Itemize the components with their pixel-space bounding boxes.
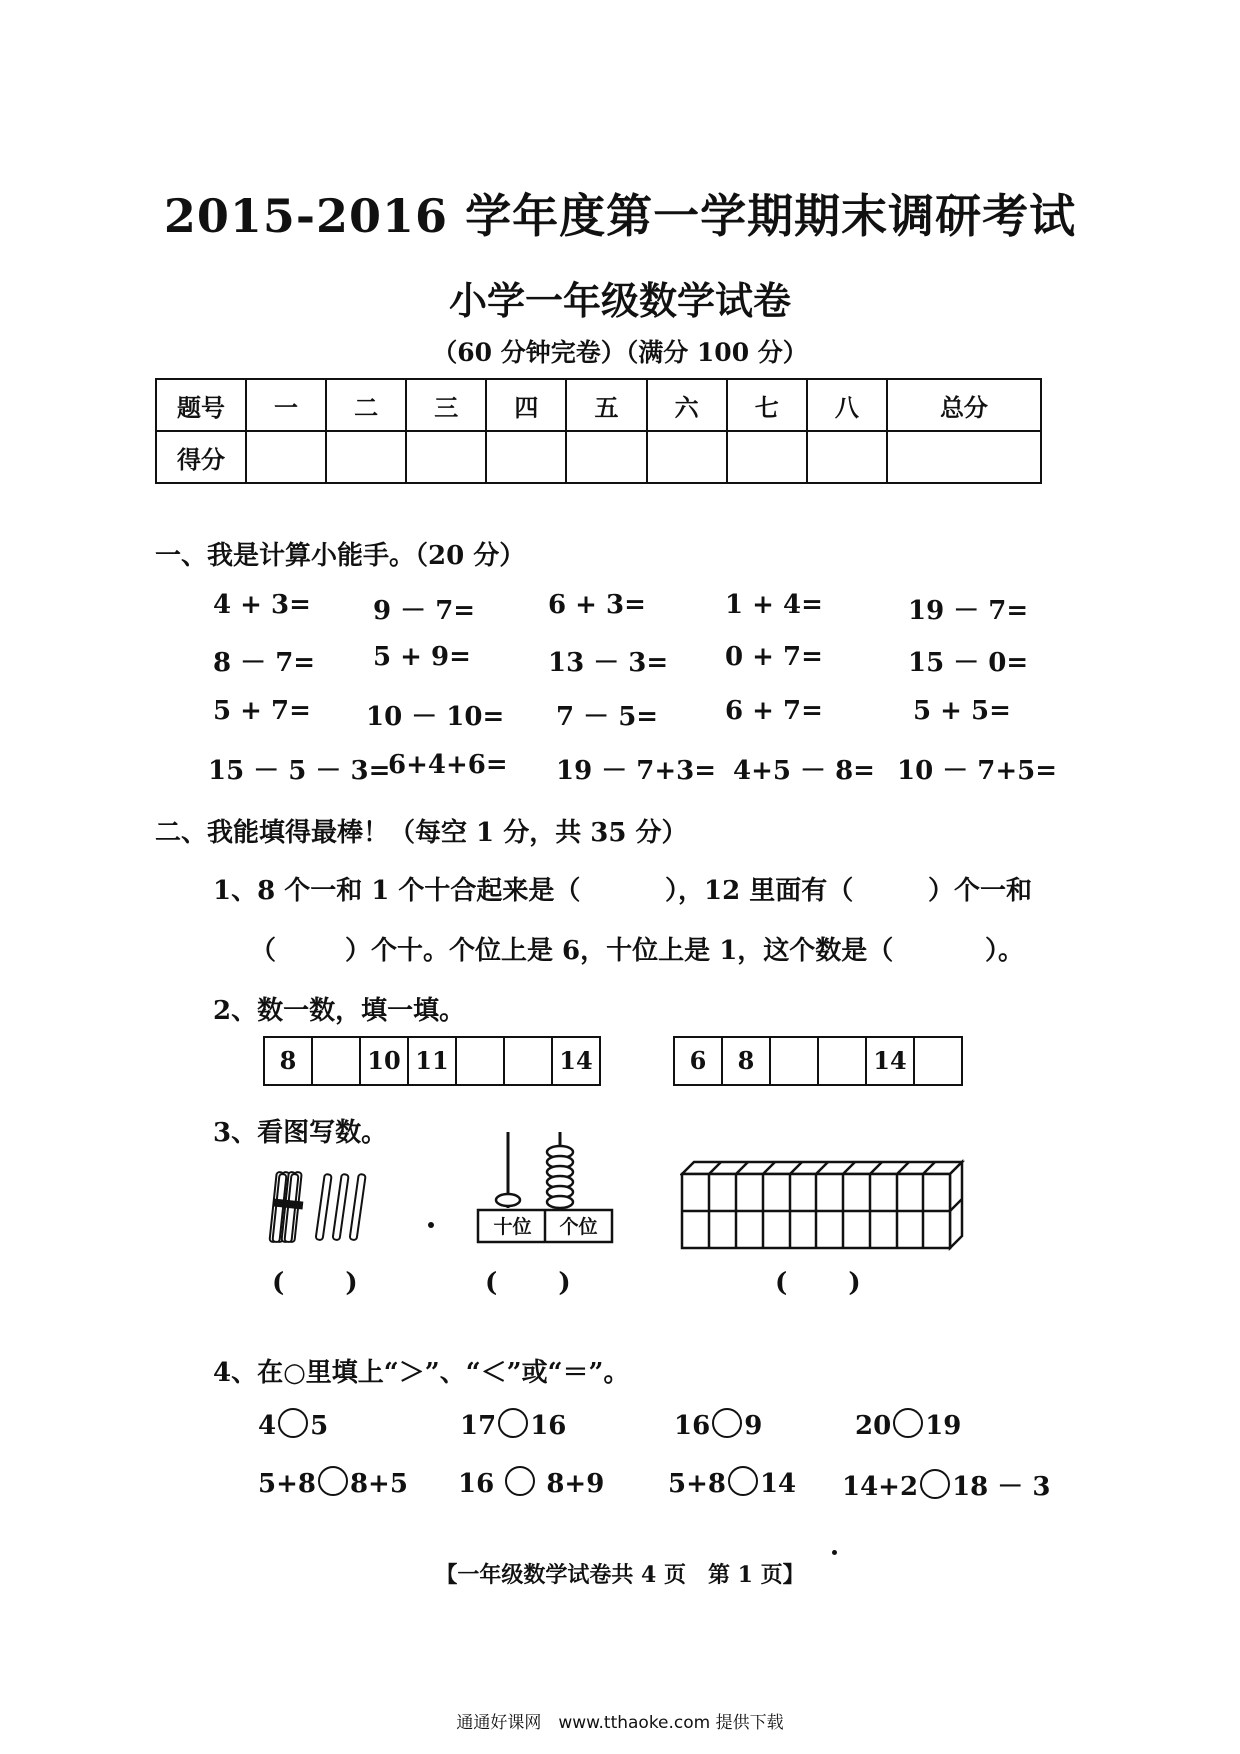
compare-circle[interactable] bbox=[728, 1466, 758, 1496]
sequence-box: 11 bbox=[409, 1038, 457, 1084]
number-sequence-2 bbox=[673, 1036, 963, 1086]
compare-right: 16 bbox=[530, 1411, 567, 1441]
score-cell[interactable] bbox=[246, 431, 326, 483]
exam-note: （60 分钟完卷）（满分 100 分） bbox=[432, 338, 808, 367]
q4-label: 4、在○里填上“＞”、“＜”或“＝”。 bbox=[213, 1358, 630, 1388]
abacus-tens-label: 十位 bbox=[493, 1216, 532, 1238]
q2-label: 2、数一数，填一填。 bbox=[213, 996, 466, 1026]
sequence-box[interactable] bbox=[771, 1038, 819, 1084]
compare-circle[interactable] bbox=[505, 1466, 535, 1496]
section-2-heading: 二、我能填得最棒！（每空 1 分，共 35 分） bbox=[155, 818, 688, 848]
q1-text: ）个一和 bbox=[928, 876, 1033, 906]
sequence-box: 14 bbox=[867, 1038, 915, 1084]
score-cell[interactable] bbox=[807, 431, 887, 483]
score-header-cell: 八 bbox=[807, 379, 887, 431]
sequence-box[interactable] bbox=[915, 1038, 961, 1084]
calc-item: 15 － 0= bbox=[908, 648, 1029, 678]
compare-circle[interactable] bbox=[712, 1408, 742, 1438]
compare-left: 5+8 bbox=[258, 1469, 316, 1499]
sequence-box: 14 bbox=[559, 1046, 593, 1075]
calc-item: 7 － 5= bbox=[556, 702, 659, 732]
calc-item: 10 － 10= bbox=[366, 702, 505, 732]
compare-item bbox=[855, 1408, 961, 1441]
answer-paren-2[interactable]: ( ) bbox=[485, 1268, 571, 1298]
compare-left: 16 bbox=[674, 1411, 711, 1441]
compare-right: 8+9 bbox=[546, 1469, 605, 1499]
score-header-cell: 一 bbox=[246, 379, 326, 431]
compare-right: 9 bbox=[744, 1411, 763, 1441]
calc-item: 1 + 4= bbox=[725, 590, 823, 620]
score-header-cell: 三 bbox=[406, 379, 486, 431]
sequence-box[interactable] bbox=[819, 1038, 867, 1084]
calc-item: 19 － 7= bbox=[908, 596, 1029, 626]
compare-left: 20 bbox=[855, 1411, 892, 1441]
exam-title: 2015-2016 学年度第一学期期末调研考试 bbox=[163, 189, 1077, 243]
compare-left: 14+2 bbox=[842, 1472, 919, 1502]
sequence-box[interactable] bbox=[505, 1038, 553, 1084]
compare-left: 17 bbox=[460, 1411, 497, 1441]
score-row-label: 得分 bbox=[156, 431, 246, 483]
calc-item: 19 － 7+3= bbox=[556, 756, 717, 786]
compare-right: 8+5 bbox=[349, 1469, 408, 1499]
compare-item bbox=[460, 1408, 566, 1441]
sequence-box: 8 bbox=[723, 1038, 771, 1084]
score-header-cell: 总分 bbox=[887, 379, 1041, 431]
compare-circle[interactable] bbox=[498, 1408, 528, 1438]
compare-circle[interactable] bbox=[318, 1466, 348, 1496]
compare-right: 19 bbox=[925, 1411, 962, 1441]
calc-item: 5 + 5= bbox=[913, 696, 1011, 726]
compare-left: 5+8 bbox=[668, 1469, 726, 1499]
score-table bbox=[155, 378, 1042, 484]
q1-text: ）。 bbox=[985, 936, 1025, 966]
compare-circle[interactable] bbox=[893, 1408, 923, 1438]
q1-text: ）个十。个位上是 6，十位上是 1，这个数是（ bbox=[345, 936, 894, 966]
answer-paren-3[interactable]: ( ) bbox=[775, 1268, 861, 1298]
calc-item: 6+4+6= bbox=[388, 750, 508, 780]
score-table-score-row bbox=[156, 431, 1041, 483]
score-cell[interactable] bbox=[326, 431, 406, 483]
score-cell[interactable] bbox=[406, 431, 486, 483]
compare-circle[interactable] bbox=[920, 1469, 950, 1499]
sequence-box[interactable] bbox=[457, 1038, 505, 1084]
answer-paren-1[interactable]: ( ) bbox=[272, 1268, 358, 1298]
score-header-cell: 二 bbox=[326, 379, 406, 431]
calc-item: 0 + 7= bbox=[725, 642, 823, 672]
number-sequence-1 bbox=[263, 1036, 601, 1086]
calc-item: 6 + 3= bbox=[548, 590, 646, 620]
compare-item bbox=[674, 1408, 762, 1441]
q3-label: 3、看图写数。 bbox=[213, 1118, 388, 1148]
score-cell[interactable] bbox=[887, 431, 1041, 483]
score-cell[interactable] bbox=[647, 431, 727, 483]
calc-item: 5 + 9= bbox=[373, 642, 471, 672]
compare-right: 18 － 3 bbox=[952, 1472, 1051, 1502]
calc-item: 10 － 7+5= bbox=[897, 756, 1058, 786]
calc-item: 13 － 3= bbox=[548, 648, 669, 678]
score-cell[interactable] bbox=[727, 431, 807, 483]
compare-left: 4 bbox=[258, 1411, 277, 1441]
score-header-cell: 题号 bbox=[156, 379, 246, 431]
calc-item: 9 － 7= bbox=[373, 596, 476, 626]
calc-item: 8 － 7= bbox=[213, 648, 316, 678]
stray-dot bbox=[832, 1550, 837, 1555]
compare-item bbox=[258, 1408, 328, 1441]
calc-item: 15 － 5 － 3= bbox=[208, 756, 391, 786]
calc-item: 4+5 － 8= bbox=[733, 756, 875, 786]
stray-dot bbox=[428, 1222, 434, 1228]
page-footer: 【一年级数学试卷共 4 页 第 1 页】 bbox=[435, 1562, 805, 1588]
sequence-box[interactable] bbox=[313, 1038, 361, 1084]
compare-item bbox=[842, 1466, 1050, 1503]
q1-text: 1、8 个一和 1 个十合起来是（ bbox=[213, 876, 581, 906]
sequence-box: 8 bbox=[265, 1038, 313, 1084]
calc-item: 5 + 7= bbox=[213, 696, 311, 726]
download-watermark: 通通好课网 www.tthaoke.com 提供下载 bbox=[456, 1713, 784, 1733]
compare-item bbox=[458, 1466, 604, 1499]
compare-right: 14 bbox=[759, 1469, 797, 1499]
abacus-ones-label: 个位 bbox=[559, 1216, 598, 1238]
sequence-box: 6 bbox=[675, 1038, 723, 1084]
compare-left: 16 bbox=[458, 1469, 495, 1499]
cube-grid-picture bbox=[680, 1158, 970, 1252]
compare-item bbox=[258, 1466, 408, 1499]
compare-item bbox=[668, 1466, 796, 1499]
q1-text: （ bbox=[250, 936, 277, 966]
sequence-box: 10 bbox=[361, 1038, 409, 1084]
score-cell[interactable] bbox=[486, 431, 566, 483]
calc-item: 6 + 7= bbox=[725, 696, 823, 726]
stick-bundle-picture bbox=[265, 1168, 375, 1248]
calc-item: 4 + 3= bbox=[213, 590, 311, 620]
compare-right: 5 bbox=[310, 1411, 329, 1441]
section-1-heading: 一、我是计算小能手。（20 分） bbox=[155, 541, 526, 571]
score-cell[interactable] bbox=[566, 431, 646, 483]
q1-text: ），12 里面有（ bbox=[665, 876, 854, 906]
compare-circle[interactable] bbox=[278, 1408, 308, 1438]
score-header-cell: 四 bbox=[486, 379, 566, 431]
score-table-header-row bbox=[156, 379, 1041, 431]
paper-subtitle: 小学一年级数学试卷 bbox=[448, 278, 791, 323]
score-header-cell: 七 bbox=[727, 379, 807, 431]
score-header-cell: 五 bbox=[566, 379, 646, 431]
score-header-cell: 六 bbox=[647, 379, 727, 431]
